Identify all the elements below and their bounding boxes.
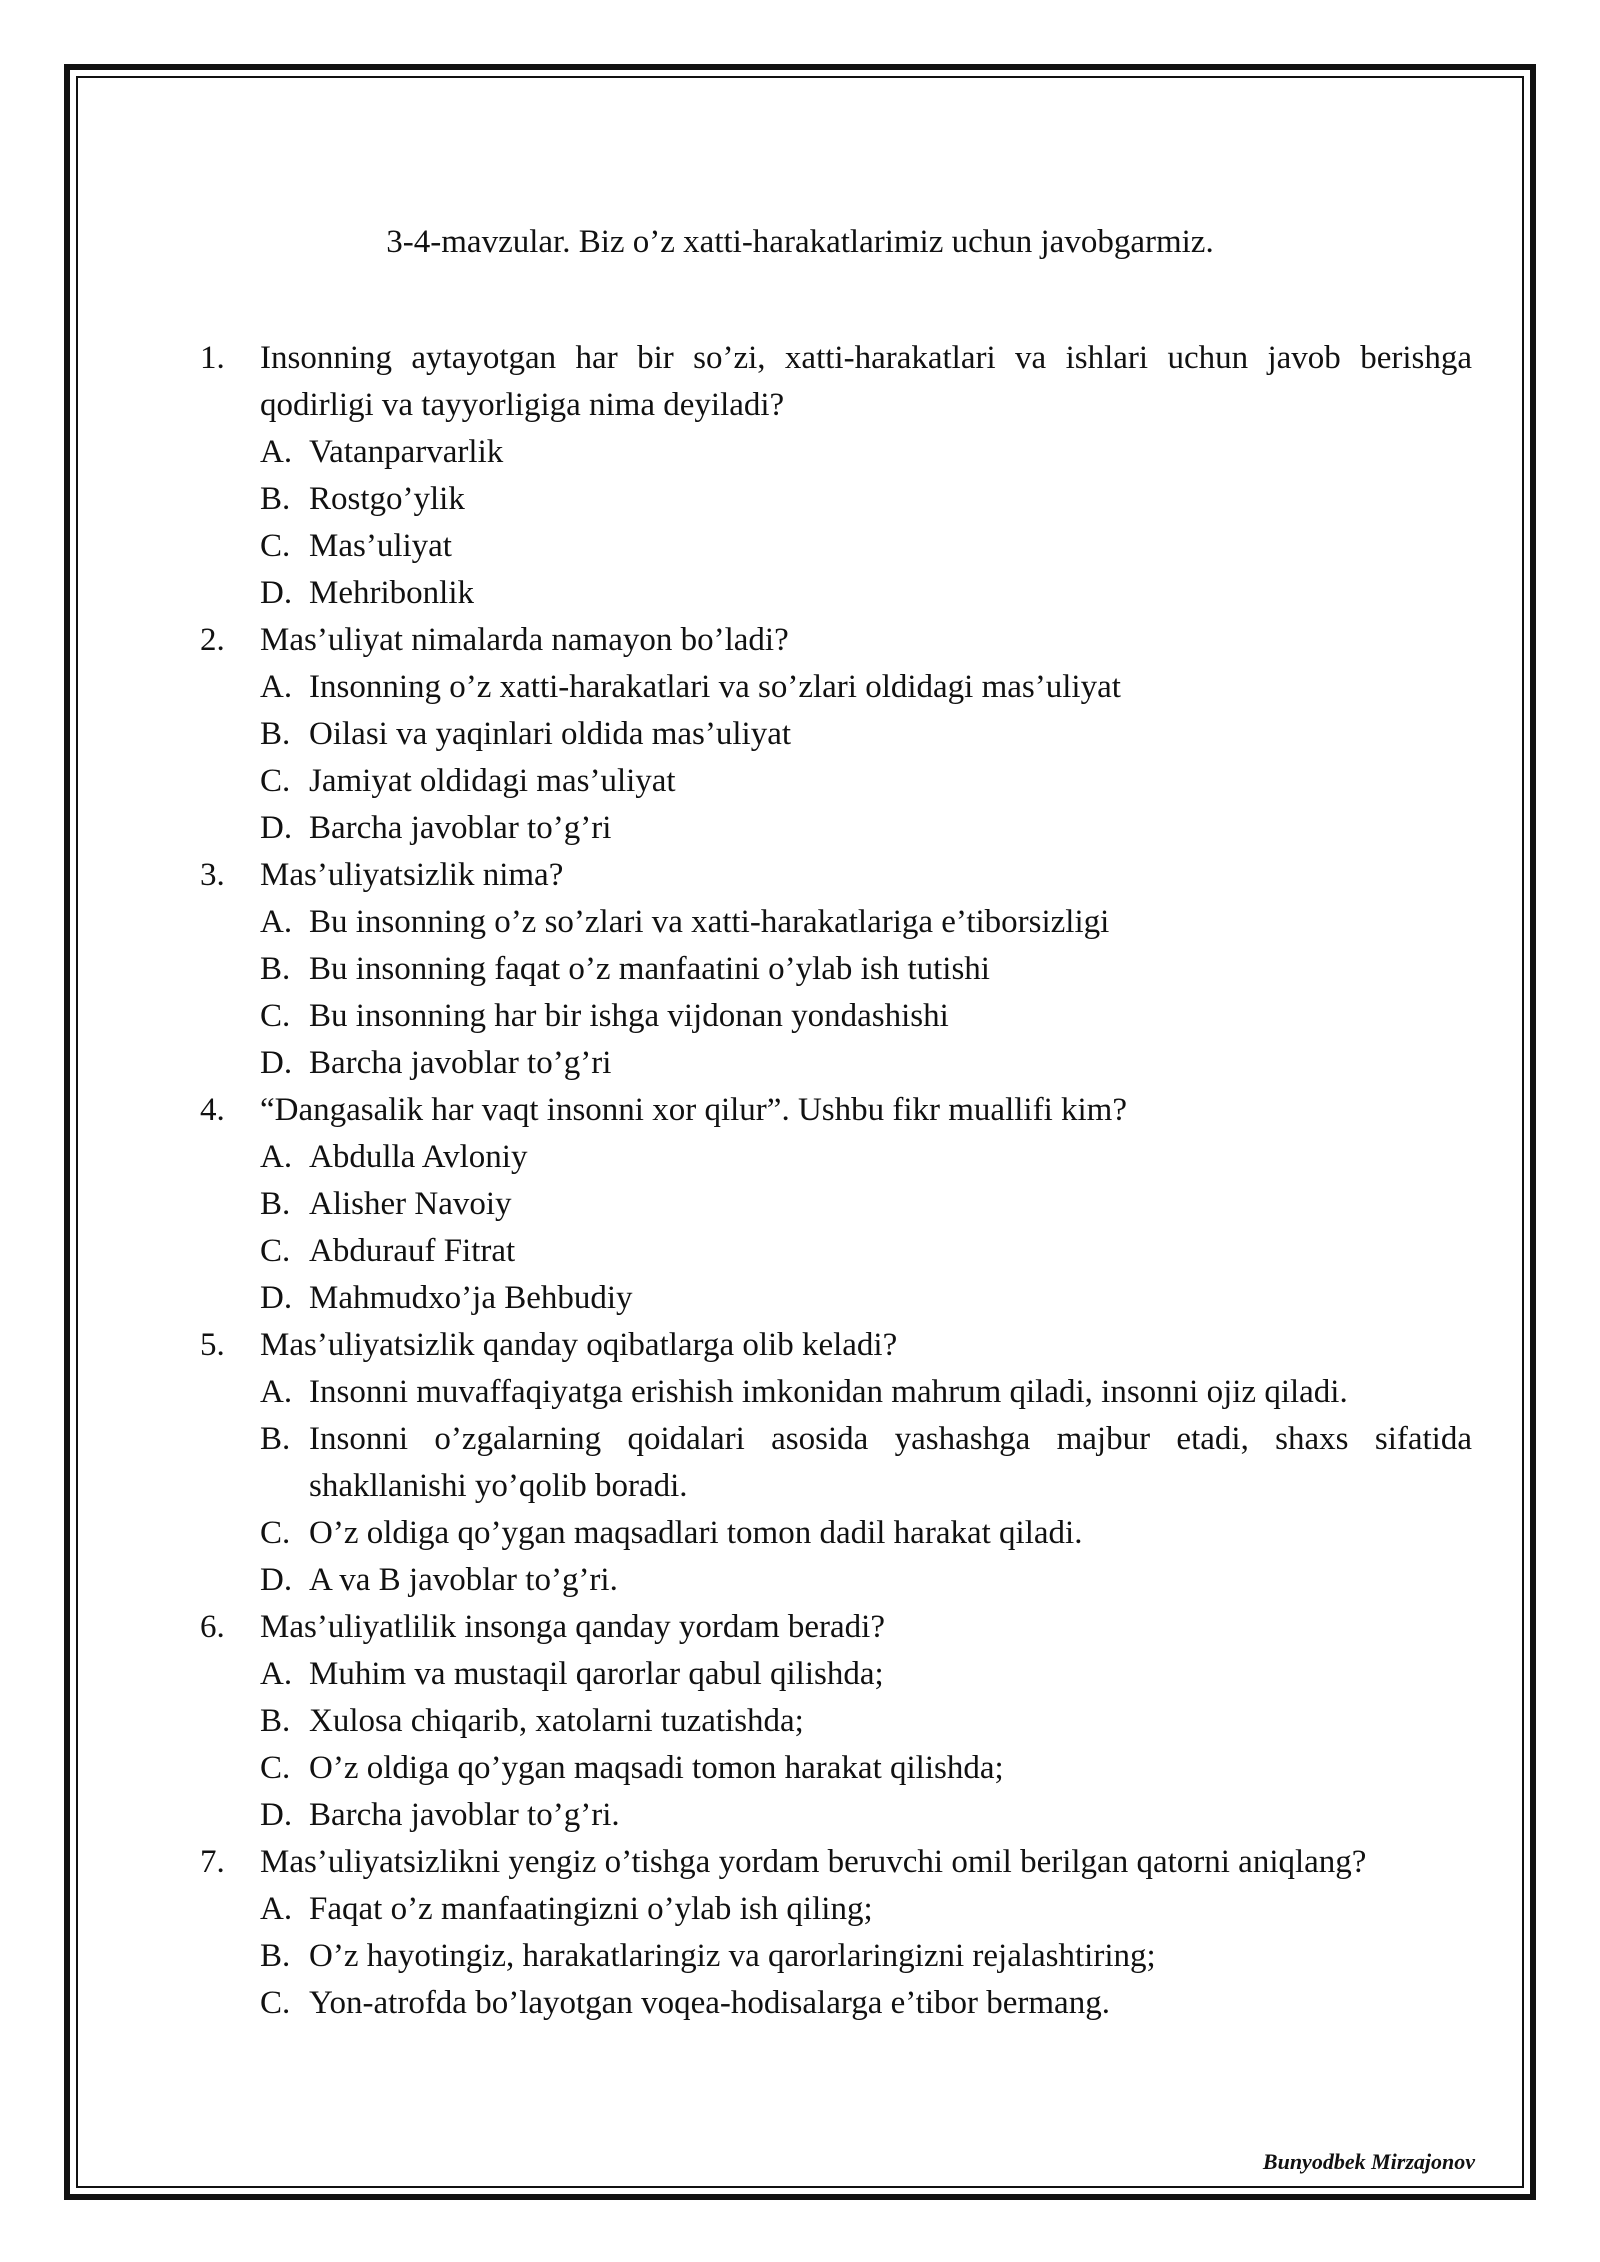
question-number: 2. xyxy=(200,622,225,658)
question-6 xyxy=(200,1604,1472,1839)
option-letter: A. xyxy=(260,1656,293,1692)
option-letter: C. xyxy=(260,1750,291,1786)
option-text: Abdurauf Fitrat xyxy=(309,1233,516,1269)
option-text: O’z hayotingiz, harakatlaringiz va qarorlaringizni rejalashtiring; xyxy=(309,1938,1156,1974)
question-3 xyxy=(200,852,1472,1087)
option-text: Barcha javoblar to’g’ri xyxy=(309,1045,612,1081)
option-letter: C. xyxy=(260,763,291,799)
option-letter: A. xyxy=(260,1139,293,1175)
option-c xyxy=(260,1510,1472,1557)
question-2 xyxy=(200,617,1472,852)
option-b xyxy=(260,1416,1472,1510)
question-text: “Dangasalik har vaqt insonni xor qilur”. Ushbu fikr muallifi kim? xyxy=(260,1092,1127,1128)
option-letter: A. xyxy=(260,904,293,940)
option-letter: D. xyxy=(260,1562,293,1598)
option-text: Bu insonning o’z so’zlari va xatti-harakatlariga e’tiborsizligi xyxy=(309,904,1110,940)
option-letter: D. xyxy=(260,1045,293,1081)
author-signature: Bunyodbek Mirzajonov xyxy=(1262,2149,1475,2174)
option-text: Insonni o’zgalarning qoidalari asosida yashashga majbur etadi, shaxs sifatida shakllanishi yo’qolib boradi. xyxy=(309,1421,1472,1504)
question-text: Mas’uliyatsizlik nima? xyxy=(260,857,564,893)
option-text: Xulosa chiqarib, xatolarni tuzatishda; xyxy=(309,1703,804,1739)
option-d xyxy=(260,1275,1472,1322)
option-d xyxy=(260,1040,1472,1087)
option-text: O’z oldiga qo’ygan maqsadi tomon harakat qilishda; xyxy=(309,1750,1004,1786)
option-a xyxy=(260,1886,1472,1933)
option-text: Bu insonning har bir ishga vijdonan yondashishi xyxy=(309,998,949,1034)
option-list xyxy=(260,1134,1472,1322)
option-b xyxy=(260,476,1472,523)
question-number: 3. xyxy=(200,857,225,893)
option-letter: C. xyxy=(260,1515,291,1551)
option-letter: B. xyxy=(260,1938,291,1974)
question-7 xyxy=(200,1839,1472,2027)
option-text: Mehribonlik xyxy=(309,575,474,611)
option-list xyxy=(260,899,1472,1087)
option-letter: C. xyxy=(260,998,291,1034)
question-4 xyxy=(200,1087,1472,1322)
option-letter: D. xyxy=(260,1797,293,1833)
option-letter: C. xyxy=(260,1233,291,1269)
question-1 xyxy=(200,335,1472,617)
option-b xyxy=(260,1181,1472,1228)
option-c xyxy=(260,1980,1472,2027)
option-letter: D. xyxy=(260,575,293,611)
option-c xyxy=(260,1228,1472,1275)
option-list xyxy=(260,1369,1472,1604)
question-number: 7. xyxy=(200,1844,225,1880)
question-text: Insonning aytayotgan har bir so’zi, xatti-harakatlari va ishlari uchun javob berishga qodirligi va tayyorligiga nima deyiladi? xyxy=(260,340,1472,423)
option-letter: C. xyxy=(260,1985,291,2021)
option-d xyxy=(260,1792,1472,1839)
option-letter: B. xyxy=(260,951,291,987)
option-list xyxy=(260,1651,1472,1839)
option-c xyxy=(260,523,1472,570)
option-letter: A. xyxy=(260,434,293,470)
question-number: 5. xyxy=(200,1327,225,1363)
option-text: Insonning o’z xatti-harakatlari va so’zlari oldidagi mas’uliyat xyxy=(309,669,1121,705)
option-list xyxy=(260,1886,1472,2027)
question-number: 1. xyxy=(200,340,225,376)
question-text: Mas’uliyat nimalarda namayon bo’ladi? xyxy=(260,622,789,658)
option-text: Oilasi va yaqinlari oldida mas’uliyat xyxy=(309,716,792,752)
option-letter: B. xyxy=(260,1421,291,1457)
option-b xyxy=(260,1698,1472,1745)
option-text: Jamiyat oldidagi mas’uliyat xyxy=(309,763,676,799)
option-letter: A. xyxy=(260,669,293,705)
option-text: Alisher Navoiy xyxy=(309,1186,512,1222)
option-a xyxy=(260,429,1472,476)
option-letter: B. xyxy=(260,716,291,752)
option-text: Yon-atrofda bo’layotgan voqea-hodisalarga e’tibor bermang. xyxy=(309,1985,1110,2021)
question-text: Mas’uliyatsizlik qanday oqibatlarga olib keladi? xyxy=(260,1327,898,1363)
option-c xyxy=(260,1745,1472,1792)
option-a xyxy=(260,664,1472,711)
option-text: Faqat o’z manfaatingizni o’ylab ish qiling; xyxy=(309,1891,873,1927)
option-b xyxy=(260,1933,1472,1980)
question-text: Mas’uliyatsizlikni yengiz o’tishga yordam beruvchi omil berilgan qatorni aniqlang? xyxy=(260,1844,1367,1880)
option-text: Barcha javoblar to’g’ri xyxy=(309,810,612,846)
option-letter: A. xyxy=(260,1374,293,1410)
option-a xyxy=(260,1651,1472,1698)
option-d xyxy=(260,1557,1472,1604)
option-text: Vatanparvarlik xyxy=(309,434,504,470)
option-text: Insonni muvaffaqiyatga erishish imkonidan mahrum qiladi, insonni ojiz qiladi. xyxy=(309,1374,1348,1410)
option-b xyxy=(260,946,1472,993)
option-letter: D. xyxy=(260,810,293,846)
question-5 xyxy=(200,1322,1472,1604)
option-c xyxy=(260,993,1472,1040)
option-text: Muhim va mustaqil qarorlar qabul qilishda; xyxy=(309,1656,884,1692)
option-list xyxy=(260,429,1472,617)
option-text: Rostgo’ylik xyxy=(309,481,465,517)
option-d xyxy=(260,570,1472,617)
option-list xyxy=(260,664,1472,852)
option-d xyxy=(260,805,1472,852)
option-letter: C. xyxy=(260,528,291,564)
option-text: Barcha javoblar to’g’ri. xyxy=(309,1797,620,1833)
option-letter: D. xyxy=(260,1280,293,1316)
option-a xyxy=(260,1369,1472,1416)
option-text: A va B javoblar to’g’ri. xyxy=(309,1562,618,1598)
option-b xyxy=(260,711,1472,758)
question-number: 6. xyxy=(200,1609,225,1645)
question-list xyxy=(200,335,1472,2027)
option-c xyxy=(260,758,1472,805)
page-title: 3-4-mavzular. Biz o’z xatti-harakatlarimiz uchun javobgarmiz. xyxy=(386,224,1214,260)
option-letter: B. xyxy=(260,481,291,517)
option-text: Mahmudxo’ja Behbudiy xyxy=(309,1280,633,1316)
option-text: O’z oldiga qo’ygan maqsadlari tomon dadil harakat qiladi. xyxy=(309,1515,1083,1551)
option-text: Bu insonning faqat o’z manfaatini o’ylab ish tutishi xyxy=(309,951,990,987)
option-a xyxy=(260,1134,1472,1181)
question-number: 4. xyxy=(200,1092,225,1128)
question-text: Mas’uliyatlilik insonga qanday yordam beradi? xyxy=(260,1609,886,1645)
option-letter: A. xyxy=(260,1891,293,1927)
option-a xyxy=(260,899,1472,946)
option-text: Mas’uliyat xyxy=(309,528,452,564)
option-letter: B. xyxy=(260,1703,291,1739)
option-letter: B. xyxy=(260,1186,291,1222)
option-text: Abdulla Avloniy xyxy=(309,1139,528,1175)
